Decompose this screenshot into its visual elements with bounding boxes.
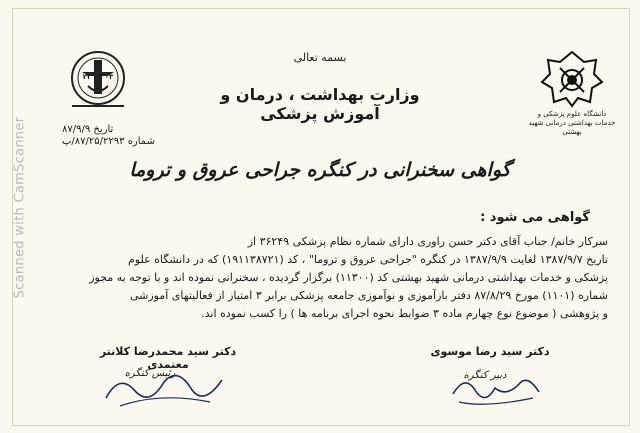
- body-line-3: پزشکی و خدمات بهداشتی درمانی شهید بهشتی کد (۱۱۳۰۰) برگزار گردیده ، سخنرانی نموده اند و با توجه به مجوز: [89, 271, 608, 284]
- letter-date: تاریخ ۸۷/۹/۹: [62, 124, 114, 135]
- body-line-5: و پژوهشی ( موضوع نوع چهارم ماده ۳ ضوابط نحوه اجرای برنامه ها ) را کسب نموده اند.: [201, 307, 608, 320]
- body-line-4: شماره (۱۱۰۱) مورخ ۸۷/۸/۲۹ دفتر بازآموزی و نوآموزی جامعه پزشکی برابر ۳ امتیاز از فعالیتهای آموزشی: [129, 289, 608, 302]
- right-signatory-name: دکتر سید رضا موسوی: [430, 345, 550, 358]
- left-signatory-name: دکتر سید محمدرضا کلانتر معتمدی: [99, 345, 237, 371]
- certificate-title: گواهی سخنرانی در کنگره جراحی عروق و تروما: [129, 159, 511, 181]
- bismillah: بسمه تعالی: [293, 51, 347, 64]
- ministry-emblem-icon: [68, 46, 128, 118]
- letter-number: شماره ۸۷/۲۵/۲۲۹۳/پ: [62, 136, 155, 147]
- right-signatory-role: دبیر کنگره: [463, 370, 507, 381]
- university-logo-icon: [540, 48, 604, 108]
- ministry-name: وزارت بهداشت ، درمان و آموزش پزشکی: [220, 85, 420, 123]
- university-name: دانشگاه علوم پزشکی و خدمات بهداشتی درمانی شهید بهشتی: [528, 110, 616, 136]
- emblem-caption: ۲۳ ۰۳ ۰۳: [82, 73, 114, 81]
- right-signature: [445, 368, 545, 408]
- left-signatory-role: رئیس کنگره: [124, 368, 176, 379]
- scan-watermark-text: Scanned with CamScanner: [12, 116, 28, 299]
- body-line-1: سرکار خانم/ جناب آقای دکتر حسن راوری دارای شماره نظام پزشکی ۳۶۲۴۹ از: [247, 235, 608, 248]
- scan-watermark-strip: [0, 0, 40, 433]
- ministry-emblem: [68, 46, 128, 118]
- body-line-2: تاریخ ۱۳۸۷/۹/۷ لغایت ۱۳۸۷/۹/۹ در کنگره "جراحی عروق و تروما" ، کد (۱۹۱۱۳۸۷۲۱) که در دانشگاه علوم: [127, 253, 608, 266]
- left-signature: [100, 362, 230, 412]
- certify-label: گواهی می شود :: [480, 210, 590, 225]
- university-logo: [540, 48, 604, 108]
